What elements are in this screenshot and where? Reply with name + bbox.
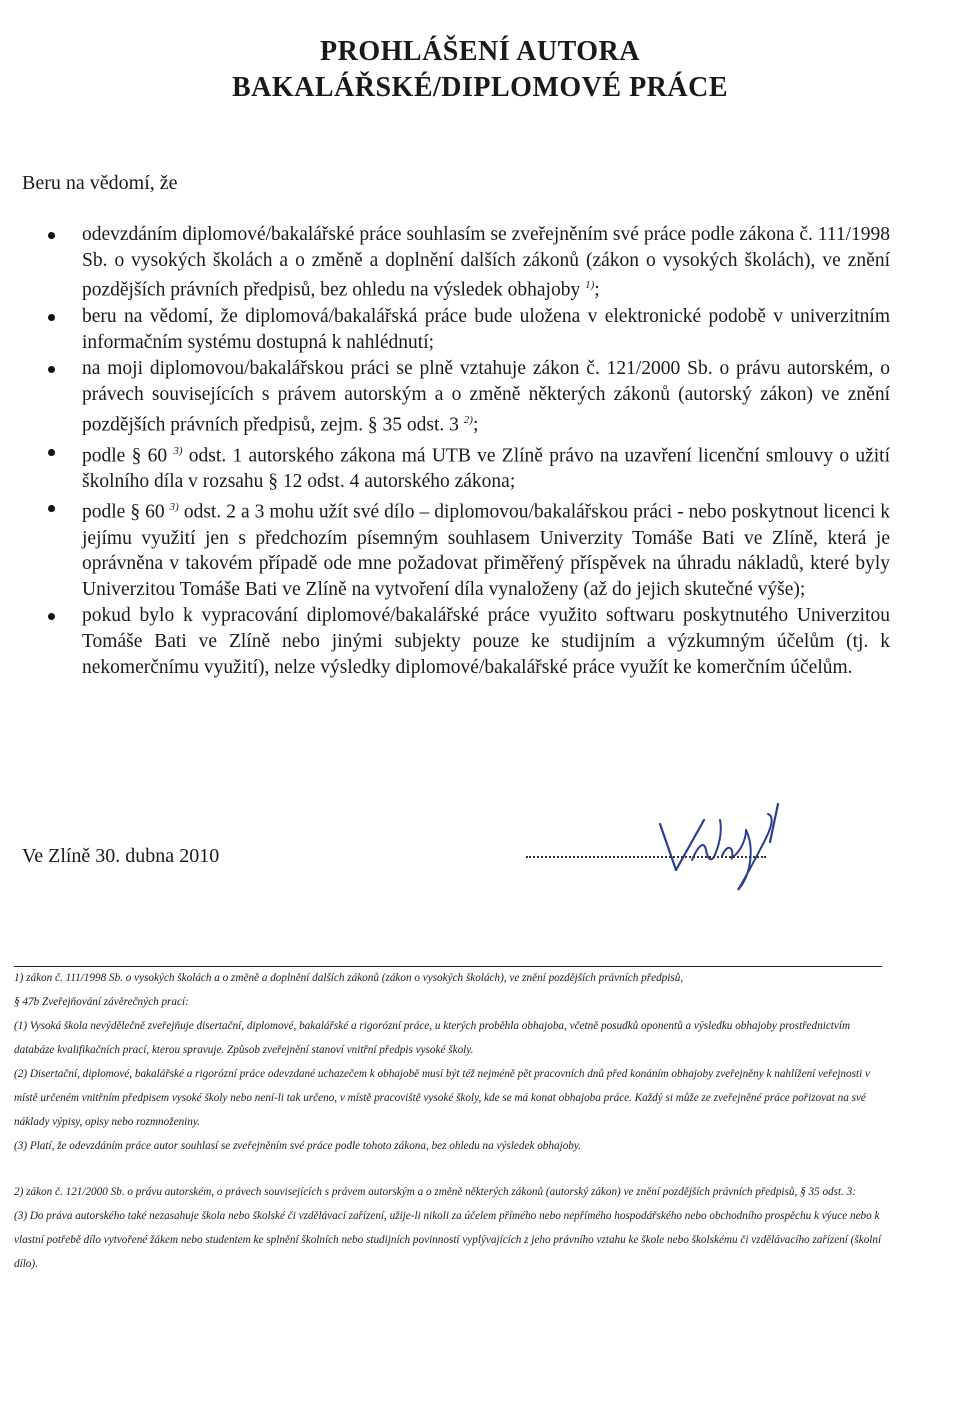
footnote-2-clause-3: (3) Do práva autorského také nezasahuje škola nebo školské či vzdělávací zařízení, užije-li nikoli za účelem přímého nebo nepřímého hospodářského nebo obchodního prospěchu k výuce nebo k vlastní potřebě dílo vytvořené žákem nebo studentem ke splnění školních nebo studijních povinností vyplývajících z jeho právního vztahu ke škole nebo školskému či vzdělávacího zařízení (školní dílo).	[14, 1210, 882, 1270]
footnote-2-title: 2) zákon č. 121/2000 Sb. o právu autorském, o právech souvisejících s právem autorským a o změně některých zákonů (autorský zákon) ve znění pozdějších právních předpisů, § 35 odst. 3:	[14, 1186, 857, 1198]
signature	[642, 790, 792, 900]
page-subtitle: BAKALÁŘSKÉ/DIPLOMOVÉ PRÁCE	[231, 72, 729, 103]
footnote-1-clause-2: (2) Disertační, diplomové, bakalářské a rigorózní práce odevzdané uchazečem k obhajobě musí být též nejméně pět pracovních dnů před konáním obhajoby zveřejněny k nahlížení veřejnosti v místě určeném vnitřním předpisem vysoké školy nebo není-li tak určeno, v místě pracoviště vysoké školy, kde se má konat obhajoba práce. Každý si může ze zveřejněné práce pořizovat na své náklady výpisy, opisy nebo rozmnoženiny.	[14, 1068, 870, 1128]
footnote-1-title: 1) zákon č. 111/1998 Sb. o vysokých školách a o změně a doplnění dalších zákonů (zákon o vysokých školách), ve znění pozdějších právních předpisů,	[14, 972, 684, 984]
intro-text: Beru na vědomí, že	[22, 172, 178, 194]
list-item	[40, 603, 890, 680]
list-item	[40, 222, 890, 303]
footnote-1-paragraph: § 47b Zveřejňování závěrečných prací:	[14, 996, 189, 1008]
declaration-list	[40, 222, 890, 681]
bullet-icon	[48, 366, 55, 373]
footnote-ref: 2)	[463, 413, 473, 426]
footnote-ref: 3)	[173, 444, 183, 457]
item-end: ;	[472, 414, 479, 436]
item-text: odst. 1 autorského zákona má UTB ve Zlíně právo na uzavření licenční smlouvy o užití školního díla v rozsahu § 12 odst. 4 autorského zákona;	[82, 445, 890, 492]
item-text: na moji diplomovou/bakalářskou práci se plně vztahuje zákon č. 121/2000 Sb. o právu autorském, o právech souvisejících s právem autorským a o změně některých zákonů (autorský zákon) ve znění pozdějších právních předpisů, zejm. § 35 odst. 3	[82, 358, 890, 436]
footnote-ref: 1)	[585, 279, 595, 292]
item-text: pokud bylo k vypracování diplomové/bakalářské práce využito softwaru poskytnutého Univerzitou Tomáše Bati ve Zlíně nebo jinými subjekty pouze ke studijním a výzkumným účelům (tj. k nekomerčnímu využití), nelze výsledky diplomové/bakalářské práce využít ke komerčním účelům.	[82, 605, 890, 678]
bullet-icon	[48, 232, 55, 239]
page-title: PROHLÁŠENÍ AUTORA	[320, 36, 640, 67]
signature-line	[526, 856, 766, 858]
bullet-icon	[48, 314, 55, 321]
item-end: ;	[594, 279, 600, 301]
bullet-icon	[48, 613, 55, 620]
bullet-icon	[48, 505, 55, 512]
bullet-icon	[48, 449, 55, 456]
footnote-ref: 3)	[169, 501, 179, 514]
item-text: odst. 2 a 3 mohu užít své dílo – diplomovou/bakalářskou práci - nebo poskytnout licenci k jejímu využití jen s předchozím písemným souhlasem Univerzity Tomáše Bati ve Zlíně, která je oprávněna v takovém případě ode mne požadovat přiměřený příspěvek na úhradu nákladů, které byly Univerzitou Tomáše Bati ve Zlíně na vytvoření díla vynaloženy (až do jejich skutečné výše);	[82, 501, 890, 600]
footnote-1-clause-3: (3) Platí, že odevzdáním práce autor souhlasí se zveřejněním své práce podle tohoto zákona, bez ohledu na výsledek obhajoby.	[14, 1140, 582, 1152]
list-item	[40, 439, 890, 495]
item-text: beru na vědomí, že diplomová/bakalářská práce bude uložena v elektronické podobě v univerzitním informačním systému dostupná k nahlédnutí;	[82, 306, 890, 353]
list-item	[40, 495, 890, 602]
item-pre: podle § 60	[82, 501, 165, 523]
list-item	[40, 356, 890, 437]
list-item	[40, 304, 890, 355]
item-pre: podle § 60	[82, 445, 168, 467]
footnotes	[14, 966, 882, 1276]
footnote-1-clause-1: (1) Vysoká škola nevýdělečně zveřejňuje disertační, diplomové, bakalářské a rigorózní práce, u kterých proběhla obhajoba, včetně posudků oponentů a výsledku obhajoby prostřednictvím databáze kvalifikačních prací, kterou spravuje. Způsob zveřejnění stanoví vnitřní předpis vysoké školy.	[14, 1020, 851, 1056]
item-text: odevzdáním diplomové/bakalářské práce souhlasím se zveřejněním své práce podle zákona č. 111/1998 Sb. o vysokých školách a o změně a doplnění dalších zákonů (zákon o vysokých školách), ve znění pozdějších právních předpisů, bez ohledu na výsledek obhajoby	[82, 224, 890, 301]
place-date: Ve Zlíně 30. dubna 2010	[22, 845, 220, 867]
